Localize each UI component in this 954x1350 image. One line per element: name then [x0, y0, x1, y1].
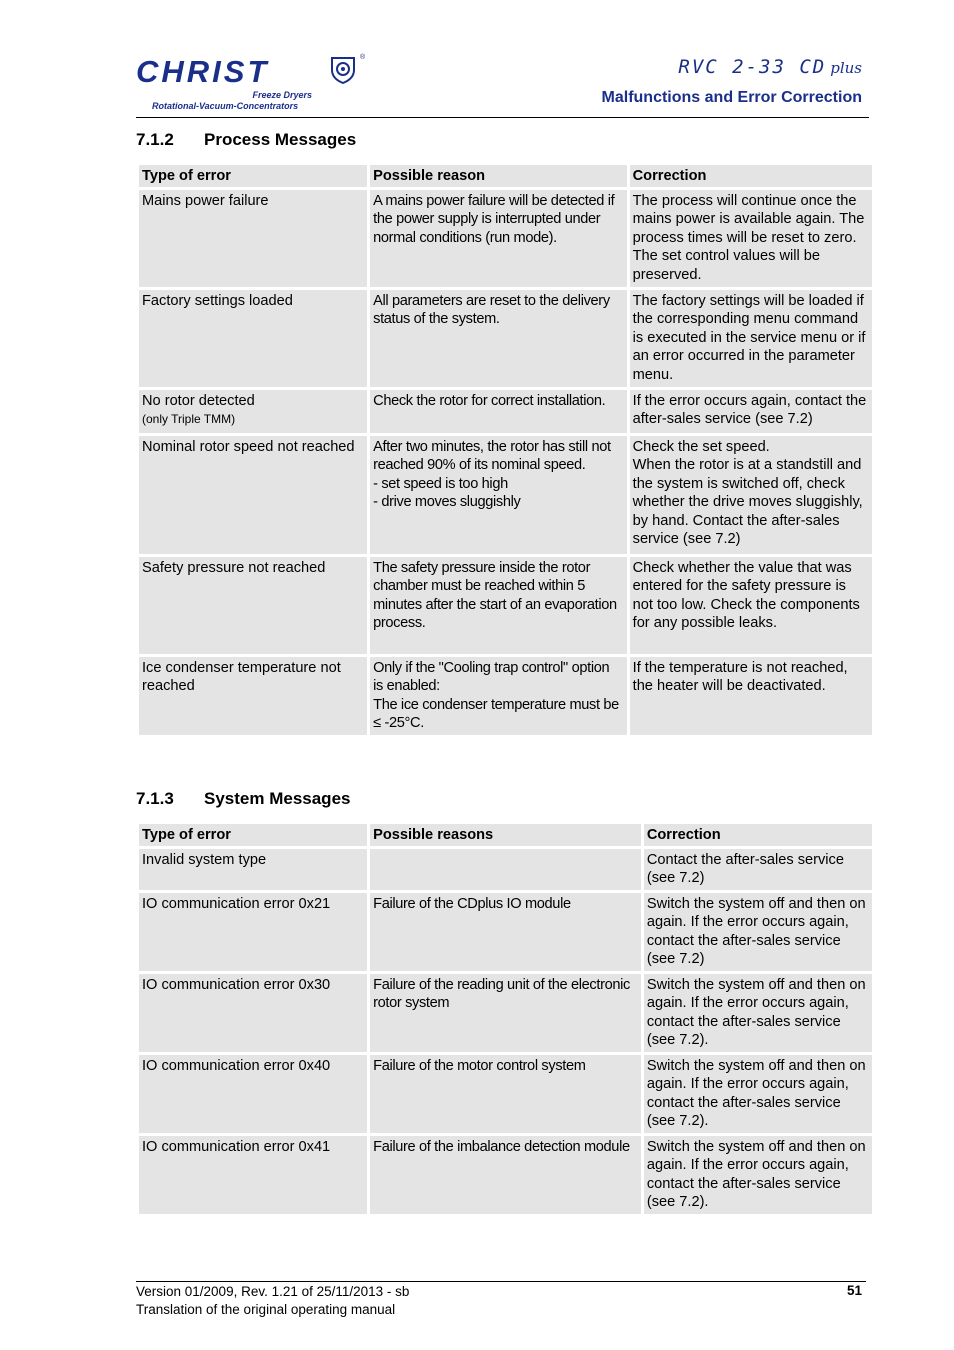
reason-cell [370, 557, 627, 654]
cell-text: IO communication error 0x40 [142, 1057, 331, 1074]
cell-text: Invalid system type [142, 851, 267, 868]
column-header: Type of error [139, 824, 367, 846]
cell-text: Check whether the value that was entered for the safety pressure is not too low. Check the components for any possible leaks. [632, 559, 860, 631]
cell-text: After two minutes, the rotor has still not reached 90% of its nominal speed. [373, 438, 611, 473]
cell-text: Check the rotor for correct installation. [373, 392, 606, 409]
logo-tagline-rvc: Rotational-Vacuum-Concentrators [152, 101, 299, 111]
reason-cell [370, 657, 627, 735]
cell-note: (only Triple TMM) [142, 412, 236, 426]
cell-text: Switch the system off and then on again. If the error occurs again, contact the after-sales service (see 7.2). [646, 976, 866, 1048]
section-heading-system [136, 789, 350, 809]
cell-text: The ice condenser temperature must be ≤ -25°C. [373, 696, 619, 731]
cell-text: - drive moves sluggishly [373, 494, 521, 510]
cell-text: A mains power failure will be detected if the power supply is interrupted under normal conditions (run mode). [373, 192, 615, 246]
column-header: Type of error [139, 165, 367, 187]
christ-logo [136, 54, 368, 114]
cell-text: Switch the system off and then on again. If the error occurs again, contact the after-sales service (see 7.2). [646, 1138, 866, 1210]
cell-text: IO communication error 0x21 [142, 895, 331, 912]
cell-text: - set speed is too high [373, 475, 508, 492]
reason-cell [370, 390, 627, 433]
system-messages-table [136, 821, 875, 1217]
table-row [139, 436, 872, 554]
cell-text: Safety pressure not reached [142, 559, 326, 576]
footer-version: Version 01/2009, Rev. 1.21 of 25/11/2013 - sb [136, 1284, 410, 1299]
column-header: Correction [644, 824, 872, 846]
cell-text: All parameters are reset to the delivery status of the system. [373, 292, 610, 327]
table-row [139, 849, 872, 890]
cell-text: The process will continue once the mains power is available again. The process times will be reset to zero. The set control values will be preserved. [632, 192, 865, 283]
cell-text: Mains power failure [142, 192, 269, 209]
process-messages-table [136, 162, 875, 738]
correction-cell [644, 1136, 872, 1214]
cell-text: Nominal rotor speed not reached [142, 438, 355, 455]
logo-word: CHRIST [136, 54, 270, 89]
correction-cell [630, 557, 872, 654]
section-number: 7.1.3 [136, 789, 174, 808]
table-header-row [139, 824, 872, 846]
reason-cell [370, 974, 641, 1052]
cell-text: If the temperature is not reached, the heater will be deactivated. [632, 659, 848, 694]
table-row [139, 290, 872, 387]
correction-cell [644, 849, 872, 890]
section-heading-process [136, 130, 356, 150]
cell-text: When the rotor is at a standstill and the system is switched off, check whether the drive moves sluggishly, by hand. Contact the after-sales service (see 7.2) [632, 457, 863, 547]
correction-cell [630, 390, 872, 433]
table-row [139, 557, 872, 654]
cell-text: The safety pressure inside the rotor chamber must be reached within 5 minutes after the start of an evaporation process. [373, 559, 617, 631]
reason-cell [370, 436, 627, 554]
cell-text: No rotor detected [142, 392, 255, 409]
table-header-row [139, 165, 872, 187]
correction-cell [644, 893, 872, 971]
error-type-cell [139, 1136, 367, 1214]
reason-cell [370, 849, 641, 890]
reason-cell [370, 1136, 641, 1214]
correction-cell [630, 290, 872, 387]
model-name [678, 56, 862, 78]
cell-text: Ice condenser temperature not reached [142, 659, 341, 694]
table-row [139, 1136, 872, 1214]
error-type-cell [139, 657, 367, 735]
footer-rule [136, 1281, 866, 1282]
logo-tagline-freeze-dryers: Freeze Dryers [252, 90, 312, 100]
header-rule [136, 117, 869, 118]
column-header: Possible reasons [370, 824, 641, 846]
cell-text: Factory settings loaded [142, 292, 293, 309]
cell-text: Only if the "Cooling trap control" option is enabled: [373, 659, 610, 694]
cell-text: IO communication error 0x30 [142, 976, 331, 993]
cell-text: Failure of the imbalance detection module [373, 1138, 630, 1155]
reason-cell [370, 290, 627, 387]
correction-cell [644, 1055, 872, 1133]
error-type-cell [139, 1055, 367, 1133]
cell-text: IO communication error 0x41 [142, 1138, 331, 1155]
correction-cell [630, 436, 872, 554]
footer-translation: Translation of the original operating manual [136, 1301, 396, 1317]
cell-text: If the error occurs again, contact the after-sales service (see 7.2) [632, 392, 867, 427]
column-header: Possible reason [370, 165, 627, 187]
section-number: 7.1.2 [136, 130, 174, 149]
error-type-cell [139, 557, 367, 654]
cell-text: Switch the system off and then on again. If the error occurs again, contact the after-sales service (see 7.2). [646, 1057, 866, 1129]
error-type-cell [139, 436, 367, 554]
cell-text: Contact the after-sales service (see 7.2) [646, 851, 844, 886]
table-row [139, 1055, 872, 1133]
table-row [139, 893, 872, 971]
christ-emblem-icon [330, 56, 356, 84]
error-type-cell [139, 290, 367, 387]
cell-text: Failure of the motor control system [373, 1057, 586, 1074]
cell-text: The factory settings will be loaded if the corresponding menu command is executed in the service menu or if an error occurred in the parameter menu. [632, 292, 866, 383]
table-row [139, 657, 872, 735]
page-number: 51 [846, 1283, 862, 1298]
footer-info [136, 1283, 409, 1318]
error-type-cell [139, 849, 367, 890]
model-suffix: plus [830, 59, 862, 77]
section-title-text: System Messages [204, 789, 351, 808]
chapter-title: Malfunctions and Error Correction [601, 89, 862, 106]
column-header: Correction [630, 165, 872, 187]
error-type-cell [139, 390, 367, 433]
cell-text: Failure of the reading unit of the electronic rotor system [373, 976, 630, 1011]
section-title-text: Process Messages [204, 130, 357, 149]
correction-cell [630, 190, 872, 287]
error-type-cell [139, 974, 367, 1052]
reason-cell [370, 190, 627, 287]
cell-text: Check the set speed. [632, 438, 770, 455]
cell-text: Switch the system off and then on again. If the error occurs again, contact the after-sales service (see 7.2) [646, 895, 866, 967]
correction-cell [644, 974, 872, 1052]
model-text: RVC 2-33 CD [678, 56, 827, 78]
reason-cell [370, 1055, 641, 1133]
reason-cell [370, 893, 641, 971]
table-row [139, 190, 872, 287]
registered-mark: ® [360, 54, 366, 61]
table-row [139, 390, 872, 433]
error-type-cell [139, 190, 367, 287]
table-row [139, 974, 872, 1052]
error-type-cell [139, 893, 367, 971]
correction-cell [630, 657, 872, 735]
cell-text: Failure of the CDplus IO module [373, 895, 571, 912]
